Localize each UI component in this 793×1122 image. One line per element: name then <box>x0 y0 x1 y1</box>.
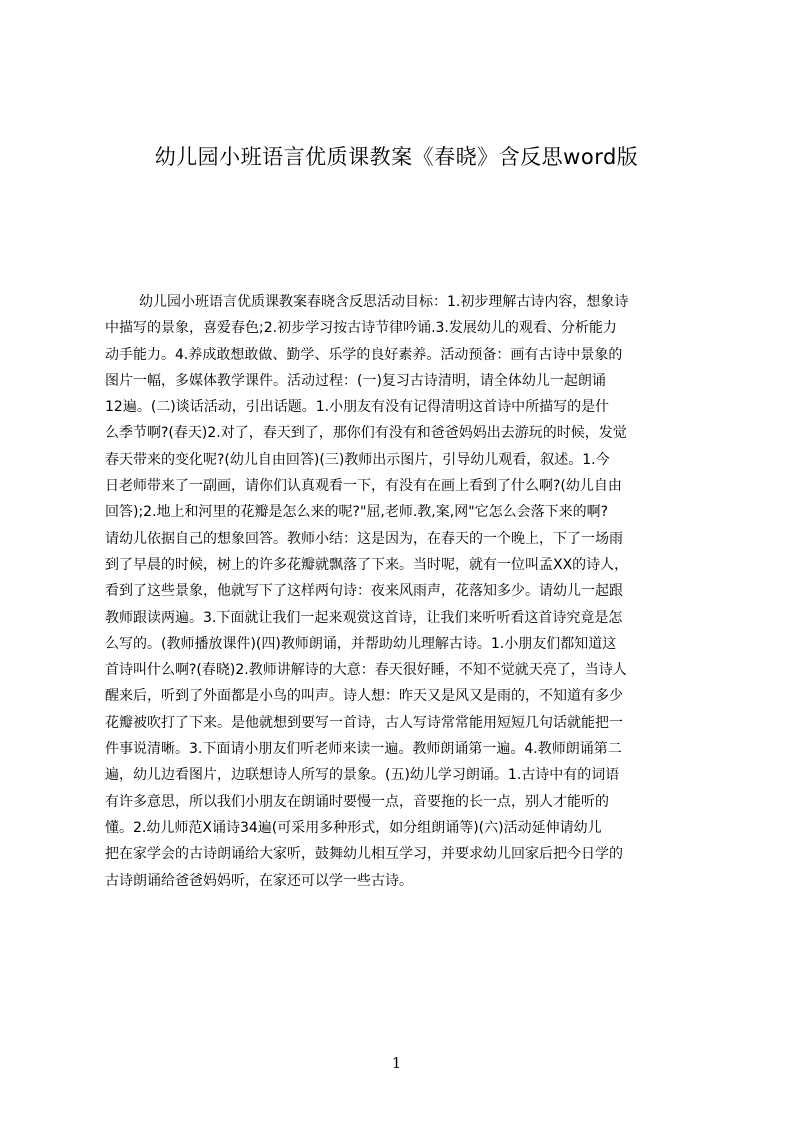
body-text-line: 懂。2.幼儿师范X诵诗34遍(可采用多种形式，如分组朗诵等)(六)活动延伸请幼儿 <box>105 819 602 836</box>
body-text-line: 回答);2.地上和河里的花瓣是怎么来的呢?"屈,老师.教,案,网"它怎么会落下来的啊? <box>105 504 609 521</box>
body-text-line: 幼儿园小班语言优质课教案春晓含反思活动目标：1.初步理解古诗内容，想象诗 <box>139 294 629 310</box>
body-text-line: 醒来后，听到了外面都是小鸟的叫声。诗人想：昨天又是风又是雨的，不知道有多少 <box>105 688 623 705</box>
body-text-line: 花瓣被吹打了下来。是他就想到要写一首诗，古人写诗常常能用短短几句话就能把一 <box>105 714 623 731</box>
body-text-line: 遍，幼儿边看图片，边联想诗人所写的景象。(五)幼儿学习朗诵。1.古诗中有的词语 <box>105 767 620 784</box>
body-text-line: 请幼儿依据自己的想象回答。教师小结：这是因为，在春天的一个晚上，下了一场雨 <box>105 530 623 547</box>
body-text-line: 到了早晨的时候，树上的许多花瓣就飘落了下来。当时呢，就有一位叫孟XX的诗人， <box>105 556 629 573</box>
body-text-line: 有许多意思，所以我们小朋友在朗诵时要慢一点，音要拖的长一点，别人才能听的 <box>105 793 609 810</box>
body-text-line: 动手能力。4.养成敢想敢做、勤学、乐学的良好素养。活动预备：画有古诗中景象的 <box>105 346 623 363</box>
body-text-line: 日老师带来了一副画，请你们认真观看一下，有没有在画上看到了什么啊?(幼儿自由 <box>105 478 622 495</box>
body-text-line: 件事说清晰。3.下面请小朋友们听老师来读一遍。教师朗诵第一遍。4.教师朗诵第二 <box>105 741 622 758</box>
document-body <box>105 289 698 894</box>
body-text-line: 么季节啊?(春天)2.对了，春天到了，那你们有没有和爸爸妈妈出去游玩的时候，发觉 <box>105 425 627 442</box>
document-title: 幼儿园小班语言优质课教案《春晓》含反思word版 <box>154 145 639 169</box>
body-text-line: 图片一幅，多媒体教学课件。活动过程：(一)复习古诗清明，请全体幼儿一起朗诵 <box>105 372 606 389</box>
body-text-line: 12遍。(二)谈话活动，引出话题。1.小朋友有没有记得清明这首诗中所描写的是什 <box>105 399 610 416</box>
body-text-line: 教师跟读两遍。3.下面就让我们一起来观赏这首诗，让我们来听听看这首诗究竟是怎 <box>105 609 623 626</box>
body-text-line: 古诗朗诵给爸爸妈妈听，在家还可以学一些古诗。 <box>105 872 413 889</box>
body-text-line: 看到了这些景象，他就写下了这样两句诗：夜来风雨声，花落知多少。请幼儿一起跟 <box>105 583 623 600</box>
body-text-line: 首诗叫什么啊?(春晓)2.教师讲解诗的大意：春天很好睡，不知不觉就天亮了，当诗人 <box>105 662 627 679</box>
body-text-line: 么写的。(教师播放课件)(四)教师朗诵，并帮助幼儿理解古诗。1.小朋友们都知道这 <box>105 635 617 652</box>
body-text-line: 中描写的景象，喜爱春色;2.初步学习按古诗节律吟诵.3.发展幼儿的观看、分析能力 <box>105 320 617 337</box>
body-text-line: 春天带来的变化呢?(幼儿自由回答)(三)教师出示图片，引导幼儿观看，叙述。1.今 <box>105 451 610 468</box>
page-number: 1 <box>391 1054 402 1072</box>
body-text-line: 把在家学会的古诗朗诵给大家听，鼓舞幼儿相互学习，并要求幼儿回家后把今日学的 <box>105 846 623 863</box>
